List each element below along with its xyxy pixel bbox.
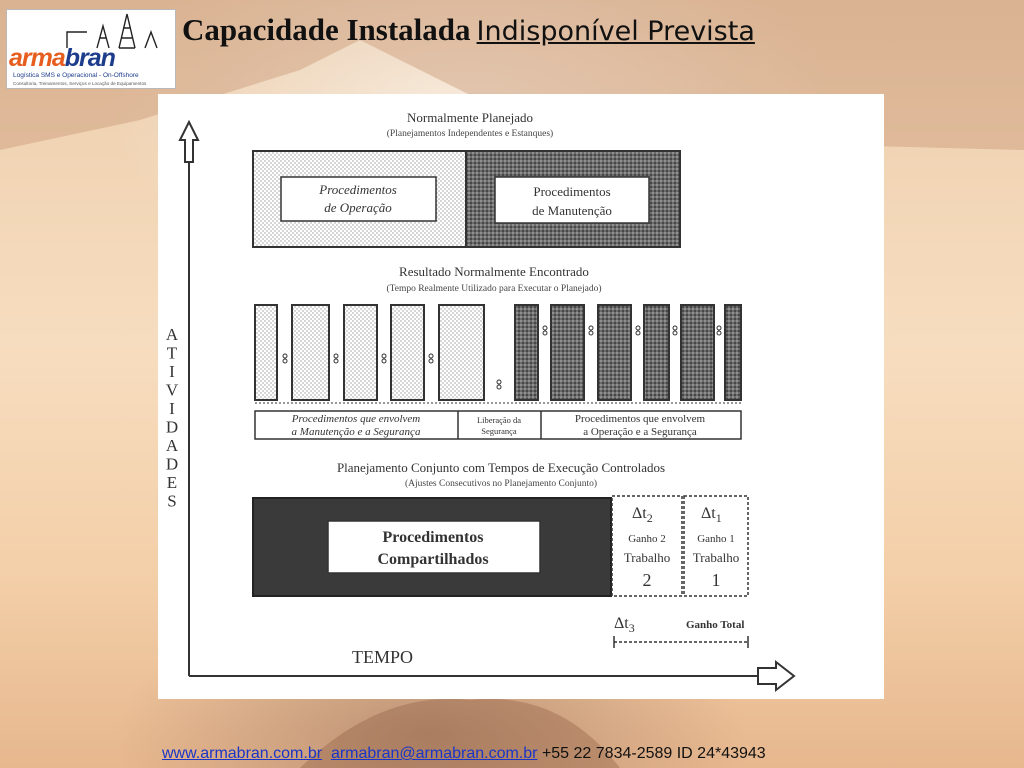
y-axis-letter: T	[166, 343, 178, 363]
section2-subtitle: (Tempo Realmente Utilizado para Executar o Planejado)	[386, 284, 602, 294]
phone-text: +55 22 7834-2589 ID 24*43943	[541, 745, 766, 762]
y-axis-letter: V	[165, 380, 179, 400]
logo-wordmark: armabran	[9, 44, 115, 72]
svg-text:Trabalho: Trabalho	[623, 550, 671, 565]
footer-contact	[162, 745, 766, 763]
maint-safety-label-2: a Manutenção e a Segurança	[291, 426, 421, 438]
shared-label-1: Procedimentos	[382, 529, 484, 546]
maintenance-label-1: Procedimentos	[533, 184, 611, 199]
logo-tagline: Logística SMS e Operacional - On-Offshore	[13, 72, 139, 79]
op-safety-label-1: Procedimentos que envolvem	[574, 413, 706, 425]
y-axis-letter: I	[169, 362, 175, 381]
svg-text:Ganho 1: Ganho 1	[697, 533, 735, 545]
y-axis	[180, 122, 198, 676]
email-link[interactable]: armabran@armabran.com.br	[330, 745, 538, 762]
section3-subtitle: (Ajustes Consecutivos no Planejamento Conjunto)	[404, 479, 598, 489]
operation-label-2: de Operação	[324, 200, 392, 215]
x-axis	[189, 662, 794, 690]
operation-label-1: Procedimentos	[319, 182, 397, 197]
svg-text:Δt1: $\Delta t_1$	[701, 505, 722, 525]
section2-title: Resultado Normalmente Encontrado	[399, 264, 589, 279]
svg-text:Trabalho: Trabalho	[692, 550, 740, 565]
safety-release-label-2: Segurança	[481, 426, 517, 436]
x-axis-label: TEMPO	[352, 647, 414, 667]
svg-text:Ganho 2: Ganho 2	[628, 533, 666, 545]
svg-text:2: 2	[642, 570, 652, 590]
section1-title: Normalmente Planejado	[407, 110, 533, 125]
y-axis-letter: A	[165, 436, 179, 455]
light-bars	[255, 305, 484, 400]
maintenance-label-2: de Manutenção	[532, 203, 612, 218]
section1-subtitle: (Planejamentos Independentes e Estanques)	[386, 129, 554, 139]
y-axis-letter: I	[169, 399, 175, 418]
dark-bars	[515, 305, 741, 400]
svg-text:Ganho Total: Ganho Total	[686, 619, 745, 631]
y-axis-label	[166, 325, 179, 511]
website-link[interactable]: www.armabran.com.br	[162, 745, 323, 762]
title-subtitle: Indisponível Prevista	[476, 16, 755, 47]
svg-text:Δt3: $\Delta t_3$	[614, 615, 635, 635]
svg-text:Δt2: $\Delta t_2$	[632, 505, 653, 525]
section3-title: Planejamento Conjunto com Tempos de Execução Controlados	[336, 460, 666, 475]
y-axis-letter: S	[167, 491, 177, 511]
op-safety-label-2: a Operação e a Segurança	[583, 426, 697, 438]
y-axis-letter: E	[166, 473, 178, 492]
y-axis-letter: D	[165, 454, 179, 474]
y-axis-letter: A	[165, 325, 179, 344]
total-gain	[614, 615, 748, 648]
diagram-panel	[158, 94, 884, 699]
maint-safety-label-1: Procedimentos que envolvem	[291, 413, 421, 425]
svg-text:1: 1	[711, 570, 721, 590]
gain1-box	[684, 496, 748, 596]
title-main: Capacidade Instalada	[182, 12, 471, 47]
logo-services: Consultoria, Treinamentos, Serviços e Locação de Equipamentos	[13, 81, 147, 86]
company-logo	[6, 9, 176, 89]
y-axis-letter: D	[165, 417, 179, 437]
gain2-box	[612, 496, 682, 596]
slide-title	[182, 12, 755, 48]
shared-label-2: Compartilhados	[377, 551, 489, 568]
safety-release-label-1: Liberação da	[476, 415, 522, 425]
